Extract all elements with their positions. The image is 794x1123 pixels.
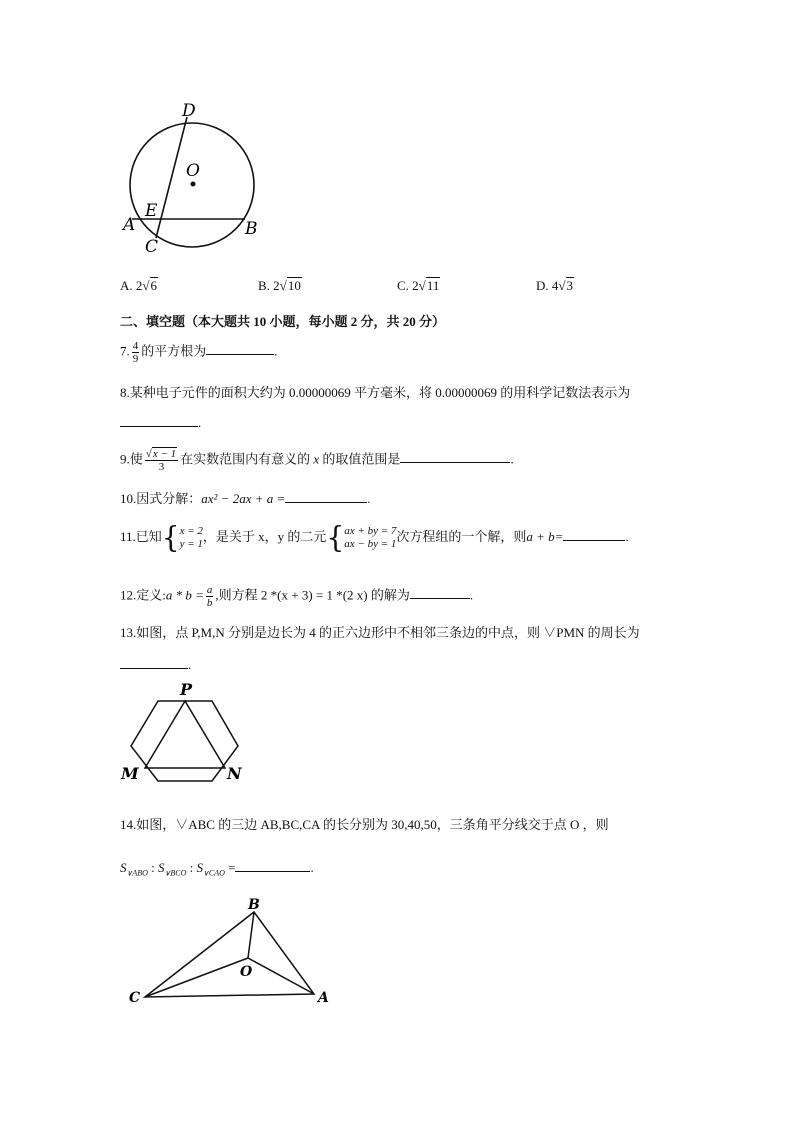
chord-dc: [156, 117, 187, 238]
answer-blank: [285, 488, 367, 503]
equation-system-2: [326, 520, 397, 555]
radicand: x − 1: [152, 448, 177, 460]
bisector-bo: [248, 912, 254, 958]
question-9: [120, 448, 514, 473]
q-text: 次方程组的一个解，则: [396, 528, 527, 544]
option-coef: 2: [273, 278, 280, 293]
q-text: ,则方程 2 *(x + 3) = 1 *(2 x) 的解为: [215, 587, 410, 603]
fraction: [145, 448, 178, 473]
q-text: 12.定义:: [120, 587, 166, 603]
equals: =: [224, 860, 236, 875]
q-number: 7.: [120, 343, 130, 359]
triangle-figure: [126, 893, 346, 1013]
system-row: x = 2: [179, 525, 203, 537]
frac-den: 3: [158, 461, 165, 473]
frac-den: 9: [132, 353, 139, 365]
label-P: P: [180, 680, 193, 699]
q-end: .: [469, 587, 474, 603]
label-B: B: [248, 897, 260, 913]
circle-figure: [110, 100, 290, 265]
expression: a + b=: [526, 528, 564, 544]
hexagon-figure: [118, 678, 258, 786]
question-14: 14.如图，∨ABC 的三边 AB,BC,CA 的长分别为 30,40,50，三条角平分线交于点 O ，则: [120, 817, 609, 832]
frac-den: b: [206, 597, 213, 609]
brace-glyph: {: [161, 520, 180, 555]
variable: x: [313, 451, 320, 467]
frac-num: 4: [132, 340, 139, 352]
option-d: [536, 277, 574, 295]
area-subscript: ∨CAO: [203, 868, 225, 878]
answer-blank: [410, 584, 470, 599]
q-end: .: [274, 343, 278, 359]
question-14-answer: [120, 857, 314, 883]
ratio-sep: :: [186, 860, 197, 875]
option-coef: 4: [551, 278, 559, 293]
label-C: C: [145, 237, 159, 257]
equation-system-1: [161, 520, 203, 555]
label-D: D: [182, 101, 196, 121]
q-text: 在实数范围内有意义的: [180, 451, 311, 467]
q-text: 10.因式分解：: [120, 491, 202, 506]
option-c: [397, 277, 440, 295]
answer-blank: [563, 526, 625, 541]
label-C: C: [129, 990, 141, 1006]
sqrt-sign: √: [279, 278, 287, 293]
label-E: E: [145, 201, 158, 221]
option-radicand: 10: [287, 278, 301, 293]
option-radicand: 11: [426, 278, 440, 293]
answer-blank: [400, 448, 510, 463]
option-a: [120, 277, 158, 295]
q-end: .: [310, 860, 314, 875]
question-11: [120, 520, 629, 555]
area-symbol: S: [158, 860, 165, 875]
q-end: .: [510, 451, 514, 467]
sqrt-sign: √: [142, 278, 150, 293]
option-letter: D.: [536, 278, 549, 293]
area-subscript: ∨BCO: [164, 868, 187, 878]
option-radicand: 6: [150, 278, 158, 293]
q-text: ，是关于 x，y 的二元: [202, 528, 327, 544]
center-point: [191, 182, 196, 187]
q-end: .: [198, 415, 202, 430]
question-12: [120, 584, 473, 609]
question-8: 8.某种电子元件的面积大约为 0.00000069 平方毫米，将 0.00000069 的用科学记数法表示为: [120, 385, 631, 400]
option-radicand: 3: [566, 278, 574, 293]
system-row: ax − by = 1: [344, 538, 397, 550]
question-13-answer: [120, 654, 191, 674]
sqrt-sign: √: [558, 278, 566, 293]
answer-blank: [206, 340, 274, 355]
area-symbol: S: [196, 860, 204, 875]
option-letter: A.: [120, 278, 133, 293]
label-O: O: [240, 964, 253, 980]
option-coef: 2: [412, 278, 419, 293]
expression: a * b =: [165, 587, 204, 603]
area-symbol: S: [120, 860, 127, 875]
q-end: .: [625, 528, 629, 544]
ratio-sep: :: [147, 860, 159, 875]
expression: ax² − 2ax + a =: [201, 491, 286, 506]
question-8-answer: [120, 412, 201, 432]
label-B: B: [245, 219, 258, 239]
option-letter: B.: [258, 278, 270, 293]
frac-num: √x − 1: [145, 448, 177, 460]
label-A: A: [318, 990, 329, 1006]
brace-glyph: {: [326, 520, 345, 555]
label-A: A: [123, 215, 136, 235]
label-O: O: [186, 161, 200, 181]
answer-blank: [120, 654, 188, 669]
question-7: [120, 340, 278, 365]
q-text: 11.已知: [120, 528, 162, 544]
q-text: 的取值范围是: [322, 451, 401, 467]
option-letter: C.: [397, 278, 409, 293]
triangle-abc: [145, 912, 314, 997]
hexagon-outline: [131, 701, 238, 781]
system-row: y = 1: [179, 538, 203, 550]
q-text: 9.使: [120, 451, 143, 467]
area-subscript: ∨ABO: [126, 868, 148, 878]
section-title: 二、填空题（本大题共 10 小题，每小题 2 分，共 20 分）: [120, 314, 446, 329]
bisector-co: [145, 958, 248, 997]
question-10: [120, 488, 371, 508]
bisector-ao: [248, 958, 314, 994]
triangle-pmn: [145, 701, 225, 768]
sqrt-sign: √: [418, 278, 426, 293]
option-b: [258, 277, 302, 295]
fraction: [132, 340, 140, 365]
question-13: 13.如图，点 P,M,N 分别是边长为 4 的正六边形中不相邻三条边的中点，则 ∨PMN 的周长为: [120, 625, 640, 640]
option-coef: 2: [135, 278, 143, 293]
answer-blank: [120, 412, 198, 427]
q-end: .: [188, 657, 192, 672]
label-M: M: [121, 764, 139, 783]
answer-blank: [235, 857, 310, 872]
fraction: [206, 584, 214, 609]
label-N: N: [227, 764, 242, 783]
q-text: 的平方根为: [141, 343, 207, 359]
system-row: ax + by = 7: [344, 525, 397, 537]
frac-num: a: [206, 584, 213, 596]
q-end: .: [367, 491, 371, 506]
